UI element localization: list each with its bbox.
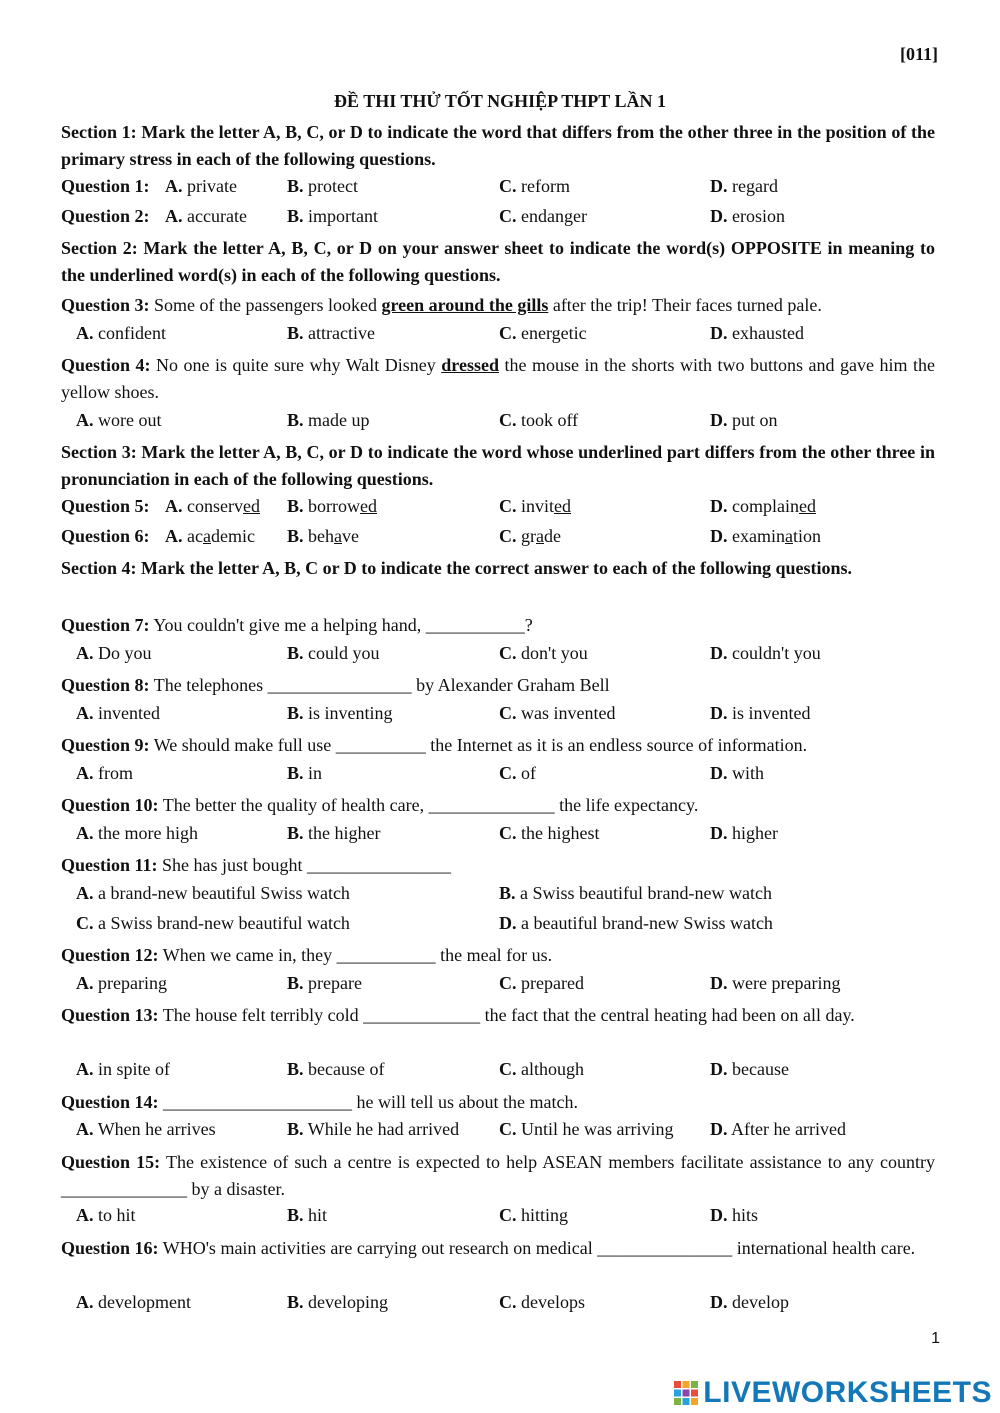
option-c: C. took off	[499, 410, 579, 430]
option-b: B. hit	[287, 1205, 328, 1225]
question-9-stem: Question 9: We should make full use __________ the Internet as it is an endless source of information.	[61, 735, 808, 755]
option-a: A. wore out	[76, 410, 162, 430]
option-a: A. invented	[76, 703, 160, 723]
option-a: A. development	[76, 1292, 191, 1312]
liveworksheets-brand-text: LIVEWORKSHEETS	[703, 1376, 992, 1409]
question-label: Question 2:	[61, 206, 150, 226]
option-d: D. exhausted	[710, 323, 804, 343]
document-code: [011]	[900, 44, 938, 64]
question-label: Question 5:	[61, 496, 150, 516]
option-b: B. behave	[287, 526, 360, 546]
option-d: D. examination	[710, 526, 821, 546]
question-14-stem: Question 14: _____________________ he will tell us about the match.	[61, 1092, 578, 1112]
option-c: C. of	[499, 763, 536, 783]
question-9-options	[0, 763, 1000, 790]
option-c: C. hitting	[499, 1205, 569, 1225]
question-10-stem: Question 10: The better the quality of health care, ______________ the life expectancy.	[61, 795, 699, 815]
option-c: C. a Swiss brand-new beautiful watch	[76, 913, 350, 933]
option-d: D. hits	[710, 1205, 759, 1225]
option-c: C. energetic	[499, 323, 587, 343]
question-14-options	[0, 1119, 1000, 1146]
option-d: D. because	[710, 1059, 789, 1079]
question-1	[0, 176, 1000, 203]
option-d: D. with	[710, 763, 765, 783]
option-a: A. to hit	[76, 1205, 136, 1225]
underlined-phrase: green around the gills	[381, 295, 549, 315]
option-c: C. reform	[499, 176, 570, 196]
option-a: A. from	[76, 763, 133, 783]
question-12-options	[0, 973, 1000, 1000]
question-4-options	[0, 410, 1000, 437]
option-d: D. were preparing	[710, 973, 841, 993]
question-15-stem: Question 15: The existence of such a centre is expected to help ASEAN members facilitate assistance to any country ______________ by a disaster.	[61, 1152, 935, 1199]
option-d: D. is invented	[710, 703, 811, 723]
option-d: D. couldn't you	[710, 643, 821, 663]
option-a: A. a brand-new beautiful Swiss watch	[76, 883, 350, 903]
option-b: B. could you	[287, 643, 380, 663]
question-2	[0, 206, 1000, 233]
question-11-stem: Question 11: She has just bought ________________	[61, 855, 452, 875]
option-a: A. conserved	[165, 496, 260, 516]
option-d: D. complained	[710, 496, 816, 516]
option-b: B. because of	[287, 1059, 385, 1079]
option-b: B. a Swiss beautiful brand-new watch	[499, 883, 772, 903]
option-b: B. made up	[287, 410, 370, 430]
option-c: C. although	[499, 1059, 584, 1079]
question-5	[0, 496, 1000, 523]
option-c: C. don't you	[499, 643, 588, 663]
liveworksheets-logo[interactable]	[673, 1376, 992, 1410]
option-d: D. develop	[710, 1292, 789, 1312]
option-c: C. the highest	[499, 823, 600, 843]
page-number: 1	[931, 1330, 940, 1347]
question-12-stem: Question 12: When we came in, they ___________ the meal for us.	[61, 945, 553, 965]
option-d: D. put on	[710, 410, 778, 430]
option-b: B. borrowed	[287, 496, 378, 516]
option-b: B. the higher	[287, 823, 381, 843]
question-4-stem: Question 4: No one is quite sure why Walt Disney dressed the mouse in the shorts with two buttons and gave him the yellow shoes.	[61, 355, 936, 402]
option-a: A. When he arrives	[76, 1119, 216, 1139]
question-label: Question 6:	[61, 526, 150, 546]
option-b: B. in	[287, 763, 323, 783]
option-a: A. academic	[165, 526, 255, 546]
option-d: D. After he arrived	[710, 1119, 846, 1139]
question-15-options	[0, 1205, 1000, 1232]
option-a: A. Do you	[76, 643, 152, 663]
question-10-options	[0, 823, 1000, 850]
option-c: C. grade	[499, 526, 561, 546]
option-d: D. a beautiful brand-new Swiss watch	[499, 913, 773, 933]
option-b: B. attractive	[287, 323, 375, 343]
option-b: B. protect	[287, 176, 358, 196]
option-a: A. confident	[76, 323, 166, 343]
question-13-options	[0, 1059, 1000, 1086]
option-c: C. develops	[499, 1292, 585, 1312]
section-4-instruction: Section 4: Mark the letter A, B, C or D to indicate the correct answer to each of the following questions.	[61, 558, 853, 578]
question-3-stem: Question 3: Some of the passengers looked green around the gills after the trip! Their faces turned pale.	[61, 295, 822, 315]
question-16-stem: Question 16: WHO's main activities are carrying out research on medical _______________ international health care.	[61, 1238, 916, 1258]
question-11-options-row1	[0, 883, 1000, 910]
option-d: D. higher	[710, 823, 778, 843]
option-d: D. regard	[710, 176, 778, 196]
option-a: A. accurate	[165, 206, 247, 226]
question-6	[0, 526, 1000, 553]
question-11-options-row2	[0, 913, 1000, 940]
section-3-instruction: Section 3: Mark the letter A, B, C, or D to indicate the word whose underlined part differs from the other three in pronunciation in each of the following questions.	[61, 442, 935, 489]
option-b: B. prepare	[287, 973, 362, 993]
option-c: C. endanger	[499, 206, 587, 226]
option-a: A. private	[165, 176, 237, 196]
option-b: B. While he had arrived	[287, 1119, 460, 1139]
question-8-options	[0, 703, 1000, 730]
option-c: C. was invented	[499, 703, 616, 723]
question-13-stem: Question 13: The house felt terribly cold _____________ the fact that the central heating had been on all day.	[61, 1005, 855, 1025]
question-7-options	[0, 643, 1000, 670]
question-label: Question 1:	[61, 176, 150, 196]
question-8-stem: Question 8: The telephones ________________ by Alexander Graham Bell	[61, 675, 610, 695]
option-a: A. the more high	[76, 823, 198, 843]
option-b: B. is inventing	[287, 703, 393, 723]
page-title: ĐỀ THI THỬ TỐT NGHIỆP THPT LẦN 1	[334, 91, 666, 111]
option-b: B. important	[287, 206, 379, 226]
underlined-word: dressed	[441, 355, 499, 375]
section-1-instruction: Section 1: Mark the letter A, B, C, or D to indicate the word that differs from the other three in the position of the primary stress in each of the following questions.	[61, 122, 935, 169]
option-b: B. developing	[287, 1292, 388, 1312]
liveworksheets-logo-icon	[673, 1380, 699, 1406]
option-c: C. invited	[499, 496, 572, 516]
question-16-options	[0, 1292, 1000, 1319]
question-3-options	[0, 323, 1000, 350]
option-a: A. preparing	[76, 973, 167, 993]
section-2-instruction: Section 2: Mark the letter A, B, C, or D on your answer sheet to indicate the word(s) OPPOSITE in meaning to the underlined word(s) in each of the following questions.	[61, 238, 935, 285]
option-a: A. in spite of	[76, 1059, 170, 1079]
option-d: D. erosion	[710, 206, 785, 226]
option-c: C. prepared	[499, 973, 584, 993]
option-c: C. Until he was arriving	[499, 1119, 674, 1139]
question-7-stem: Question 7: You couldn't give me a helping hand, ___________?	[61, 615, 533, 635]
